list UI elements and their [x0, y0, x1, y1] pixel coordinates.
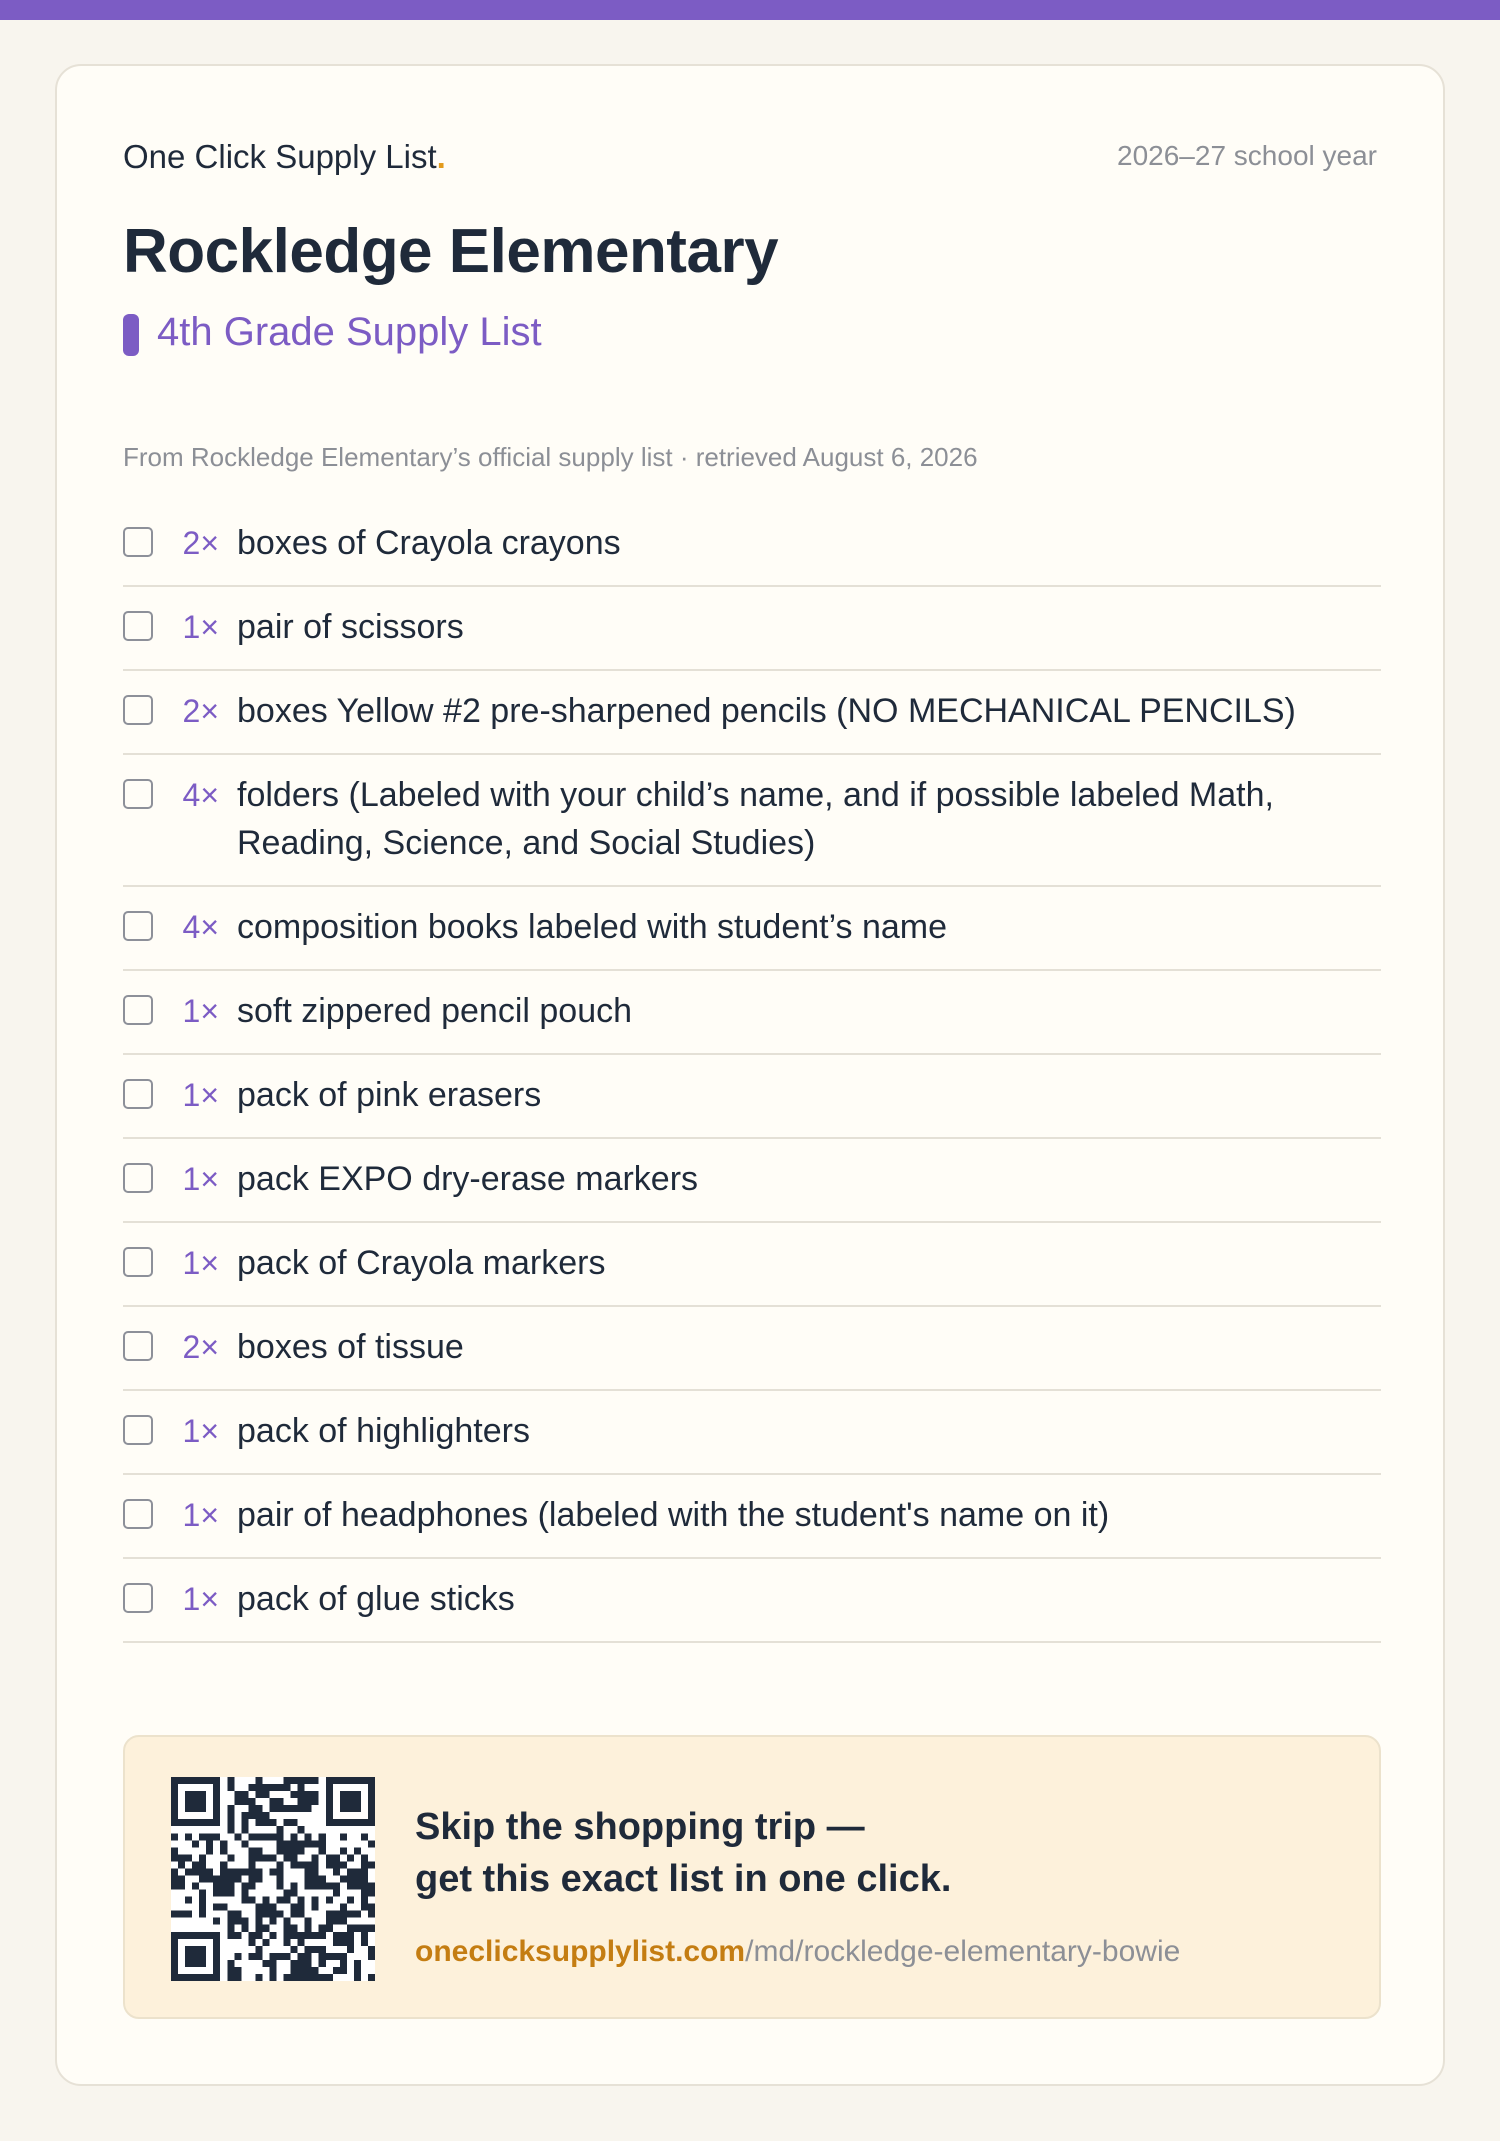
- item-checkbox[interactable]: [123, 1415, 153, 1445]
- item-checkbox[interactable]: [123, 779, 153, 809]
- qr-code-icon[interactable]: [171, 1777, 375, 1981]
- supply-item: [123, 1139, 1381, 1223]
- item-checkbox[interactable]: [123, 1331, 153, 1361]
- item-checkbox[interactable]: [123, 1499, 153, 1529]
- url-path: /md/rockledge-elementary-bowie: [745, 1935, 1181, 1968]
- brand-name: One Click Supply List: [123, 138, 437, 175]
- item-description: pack of glue sticks: [237, 1580, 515, 1618]
- brand-dot: .: [436, 138, 446, 175]
- top-accent-bar: [0, 0, 1500, 20]
- item-checkbox[interactable]: [123, 1583, 153, 1613]
- supply-item: [123, 1223, 1381, 1307]
- item-checkbox[interactable]: [123, 1163, 153, 1193]
- item-description: soft zippered pencil pouch: [237, 992, 633, 1030]
- item-quantity: 2×: [182, 525, 219, 561]
- item-quantity: 4×: [182, 777, 219, 813]
- item-description: composition books labeled with student’s name: [237, 908, 948, 946]
- item-description: boxes of tissue: [237, 1328, 464, 1366]
- brand-logo: [123, 138, 446, 176]
- promo-headline-line2: get this exact list in one click.: [415, 1858, 952, 1900]
- supply-item: [123, 587, 1381, 671]
- item-description: pack of pink erasers: [237, 1076, 542, 1114]
- supply-item: [123, 1307, 1381, 1391]
- item-checkbox[interactable]: [123, 695, 153, 725]
- item-checkbox[interactable]: [123, 611, 153, 641]
- supply-item: [123, 1475, 1381, 1559]
- item-quantity: 1×: [182, 1161, 219, 1197]
- item-checkbox[interactable]: [123, 995, 153, 1025]
- item-quantity: 1×: [182, 1245, 219, 1281]
- source-line: From Rockledge Elementary’s official supply list · retrieved August 6, 2026: [123, 442, 978, 472]
- item-description: boxes of Crayola crayons: [237, 524, 621, 562]
- item-quantity: 1×: [182, 1581, 219, 1617]
- supply-list-card: [55, 64, 1445, 2086]
- item-description: pack EXPO dry-erase markers: [237, 1160, 699, 1198]
- item-quantity: 1×: [182, 993, 219, 1029]
- item-description: boxes Yellow #2 pre-sharpened pencils (NO MECHANICAL PENCILS): [237, 692, 1296, 730]
- item-quantity: 4×: [182, 909, 219, 945]
- grade-accent-bar: [123, 314, 139, 356]
- school-name: Rockledge Elementary: [123, 217, 779, 286]
- item-quantity: 1×: [182, 1413, 219, 1449]
- supply-item: [123, 1559, 1381, 1643]
- promo-url-link[interactable]: [415, 1935, 1180, 1969]
- item-checkbox[interactable]: [123, 911, 153, 941]
- supply-item: [123, 671, 1381, 755]
- item-quantity: 2×: [182, 1329, 219, 1365]
- item-checkbox[interactable]: [123, 1079, 153, 1109]
- supply-item: [123, 1055, 1381, 1139]
- item-quantity: 1×: [182, 609, 219, 645]
- supply-item: [123, 503, 1381, 587]
- item-description: pair of headphones (labeled with the student's name on it): [237, 1496, 1110, 1534]
- card-header: [123, 138, 1377, 178]
- supply-item: [123, 887, 1381, 971]
- promo-box: [123, 1735, 1381, 2019]
- supply-item: [123, 971, 1381, 1055]
- item-description: pack of highlighters: [237, 1412, 530, 1450]
- item-checkbox[interactable]: [123, 1247, 153, 1277]
- promo-headline-line1: Skip the shopping trip —: [415, 1806, 865, 1848]
- item-quantity: 2×: [182, 693, 219, 729]
- item-description: pair of scissors: [237, 608, 464, 646]
- item-checkbox[interactable]: [123, 527, 153, 557]
- grade-title: 4th Grade Supply List: [157, 310, 542, 354]
- item-description: folders (Labeled with your child’s name, and if possible labeled Math, Reading, Science, and Social Studies): [237, 776, 1274, 862]
- supply-item: [123, 755, 1381, 887]
- supply-item: [123, 1391, 1381, 1475]
- item-quantity: 1×: [182, 1077, 219, 1113]
- item-quantity: 1×: [182, 1497, 219, 1533]
- item-description: pack of Crayola markers: [237, 1244, 606, 1282]
- school-year: 2026–27 school year: [1117, 140, 1377, 171]
- url-domain: oneclicksupplylist.com: [415, 1935, 746, 1968]
- promo-headline: [415, 1801, 951, 1905]
- supply-list: [123, 503, 1381, 1643]
